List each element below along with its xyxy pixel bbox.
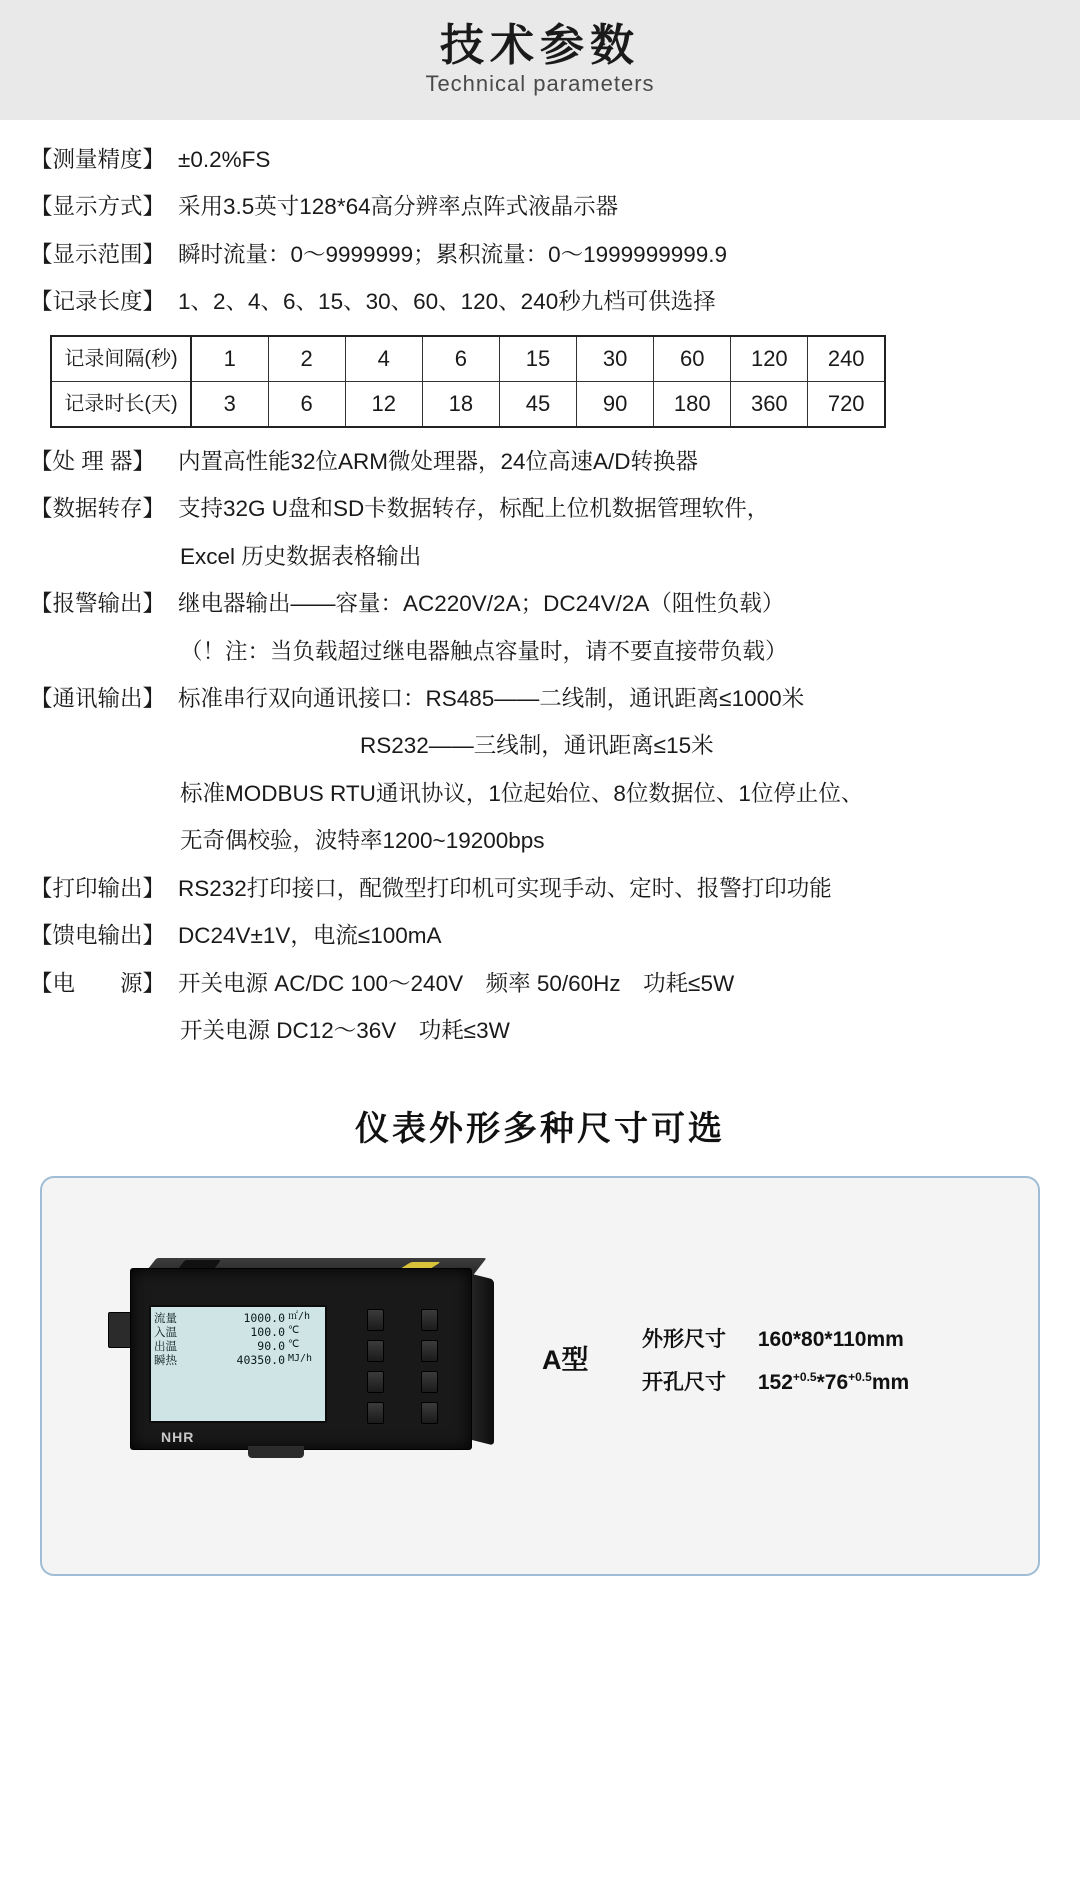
spec-row-accuracy xyxy=(30,142,1050,178)
table-row xyxy=(51,381,885,427)
lcd-value: 40350.0 xyxy=(236,1353,285,1368)
dimension-outer-value: 160*80*110mm xyxy=(757,1328,904,1352)
spec-row-print-output xyxy=(30,871,1050,907)
record-interval-cell: 1 xyxy=(191,336,268,382)
lcd-line xyxy=(154,1325,322,1339)
record-interval-cell: 240 xyxy=(808,336,885,382)
device-button-column-right xyxy=(421,1309,437,1433)
lcd-unit: ℃ xyxy=(288,1325,300,1337)
record-interval-cell: 4 xyxy=(345,336,422,382)
spec-label: 【显示方式】 xyxy=(30,194,166,220)
page-header xyxy=(0,0,1080,120)
dimension-cutout-tail: mm xyxy=(871,1371,910,1395)
record-duration-cell: 12 xyxy=(345,381,422,427)
device-front-body xyxy=(130,1268,472,1450)
spec-row-alarm-output xyxy=(30,586,1050,622)
spec-value: DC24V±1V，电流≤100mA xyxy=(178,923,442,949)
record-duration-cell: 360 xyxy=(731,381,808,427)
device-button xyxy=(421,1340,438,1362)
spec-row-communication xyxy=(30,681,1050,717)
lcd-key: 出温 xyxy=(154,1339,177,1354)
lcd-unit: MJ/h xyxy=(288,1353,313,1365)
record-interval-cell: 2 xyxy=(268,336,345,382)
record-table-wrapper xyxy=(50,335,886,428)
lcd-value: 1000.0 xyxy=(243,1311,285,1326)
spec-value: 标准串行双向通讯接口：RS485——二线制，通讯距离≤1000米 xyxy=(178,685,805,711)
spec-value: 采用3.5英寸128*64高分辨率点阵式液晶示器 xyxy=(178,194,619,220)
record-interval-cell: 15 xyxy=(499,336,576,382)
spec-row-feed-output xyxy=(30,918,1050,954)
product-panel xyxy=(40,1176,1040,1576)
spec-row-record-length xyxy=(30,284,1050,320)
brand-logo-text: NHR xyxy=(161,1429,195,1446)
spec-value: 瞬时流量：0～9999999；累积流量：0～1999999999.9 xyxy=(178,241,728,267)
spec-row-display-mode xyxy=(30,189,1050,225)
spec-label: 【打印输出】 xyxy=(30,875,166,901)
lcd-value: 90.0 xyxy=(257,1339,285,1354)
device-foot xyxy=(248,1446,304,1458)
dimension-cutout xyxy=(642,1361,909,1404)
record-table xyxy=(50,335,886,428)
record-interval-cell: 30 xyxy=(577,336,654,382)
record-duration-cell: 6 xyxy=(268,381,345,427)
lcd-key: 流量 xyxy=(154,1311,177,1326)
device-button xyxy=(421,1402,438,1424)
device-lcd-screen xyxy=(149,1305,327,1423)
spec-label: 【测量精度】 xyxy=(30,147,166,172)
record-interval-cell: 120 xyxy=(731,336,808,382)
record-duration-cell: 720 xyxy=(808,381,885,427)
spec-extra-comm-baud: 无奇偶校验，波特率1200~19200bps xyxy=(180,828,545,854)
lcd-line xyxy=(154,1339,322,1353)
device-button xyxy=(367,1340,384,1362)
dimension-cutout-label: 开孔尺寸 xyxy=(642,1371,726,1395)
page-title-cn: 技术参数 xyxy=(440,20,640,70)
spec-row-processor xyxy=(30,444,1050,480)
spec-label: 【记录长度】 xyxy=(30,289,166,315)
spec-label: 【处 理 器】 xyxy=(30,448,156,474)
spec-label: 【显示范围】 xyxy=(30,241,166,267)
spec-value: ±0.2%FS xyxy=(178,147,271,172)
spec-value: RS232打印接口，配微型打印机可实现手动、定时、报警打印功能 xyxy=(178,875,832,901)
spec-value: 开关电源 AC/DC 100～240V 频率 50/60Hz 功耗≤5W xyxy=(178,970,735,996)
record-duration-cell: 180 xyxy=(654,381,731,427)
table-row xyxy=(51,336,885,382)
record-duration-cell: 3 xyxy=(191,381,268,427)
device-button xyxy=(367,1402,384,1424)
dimension-outer-label: 外形尺寸 xyxy=(642,1328,726,1352)
dimension-outer xyxy=(642,1318,909,1361)
record-duration-cell: 90 xyxy=(577,381,654,427)
record-interval-cell: 60 xyxy=(654,336,731,382)
spec-extra-alarm-note: （！注：当负载超过继电器触点容量时，请不要直接带负载） xyxy=(180,638,788,664)
dimension-cutout-base1: 152 xyxy=(757,1371,793,1395)
brand-logo xyxy=(161,1429,194,1445)
spec-row-data-transfer xyxy=(30,491,1050,527)
spec-value: 1、2、4、6、15、30、60、120、240秒九档可供选择 xyxy=(178,289,716,315)
record-duration-header: 记录时长(天) xyxy=(51,381,191,427)
record-duration-cell: 18 xyxy=(422,381,499,427)
spec-extra-data-transfer: Excel 历史数据表格输出 xyxy=(180,543,422,569)
spec-extra-comm-modbus: 标准MODBUS RTU通讯协议，1位起始位、8位数据位、1位停止位、 xyxy=(180,780,864,806)
spec-value: 支持32G U盘和SD卡数据转存，标配上位机数据管理软件， xyxy=(178,496,770,522)
device-button xyxy=(421,1371,438,1393)
lcd-value: 100.0 xyxy=(250,1325,285,1340)
spec-value: 继电器输出——容量：AC220V/2A；DC24V/2A（阻性负载） xyxy=(178,591,785,617)
spec-extra-comm-rs232: RS232——三线制，通讯距离≤15米 xyxy=(360,733,714,759)
record-interval-cell: 6 xyxy=(422,336,499,382)
device-button xyxy=(421,1309,438,1331)
device-button xyxy=(367,1371,384,1393)
lcd-key: 瞬热 xyxy=(154,1353,177,1368)
spec-row-display-range xyxy=(30,237,1050,273)
record-duration-cell: 45 xyxy=(499,381,576,427)
product-model-label: A型 xyxy=(542,1345,589,1376)
product-dimensions xyxy=(642,1318,909,1404)
device-button-column-left xyxy=(367,1309,383,1433)
dimension-cutout-sup1: +0.5 xyxy=(792,1370,817,1385)
spec-extra-power-dc: 开关电源 DC12～36V 功耗≤3W xyxy=(180,1018,510,1043)
spec-label: 【馈电输出】 xyxy=(30,923,166,949)
lcd-line xyxy=(154,1311,322,1325)
product-image-device xyxy=(130,1250,495,1450)
spec-row-power xyxy=(30,966,1050,1002)
spec-list xyxy=(0,120,1080,1049)
dimension-cutout-mid: *76 xyxy=(816,1371,849,1395)
spec-label: 【通讯输出】 xyxy=(30,685,166,711)
spec-label: 【电 源】 xyxy=(30,970,166,996)
page-title-en: Technical parameters xyxy=(425,71,655,97)
spec-value: 内置高性能32位ARM微处理器，24位高速A/D转换器 xyxy=(178,448,699,474)
dimension-cutout-sup2: +0.5 xyxy=(848,1370,872,1385)
record-interval-header: 记录间隔(秒) xyxy=(51,336,191,382)
lcd-unit: ㎡/h xyxy=(288,1311,311,1323)
spec-label: 【数据转存】 xyxy=(30,496,166,522)
lcd-key: 入温 xyxy=(154,1325,177,1340)
lcd-line xyxy=(154,1353,322,1367)
spec-label: 【报警输出】 xyxy=(30,591,166,617)
lcd-unit: ℃ xyxy=(288,1339,300,1351)
device-button xyxy=(367,1309,384,1331)
section-title-sizes: 仪表外形多种尺寸可选 xyxy=(355,1110,725,1149)
